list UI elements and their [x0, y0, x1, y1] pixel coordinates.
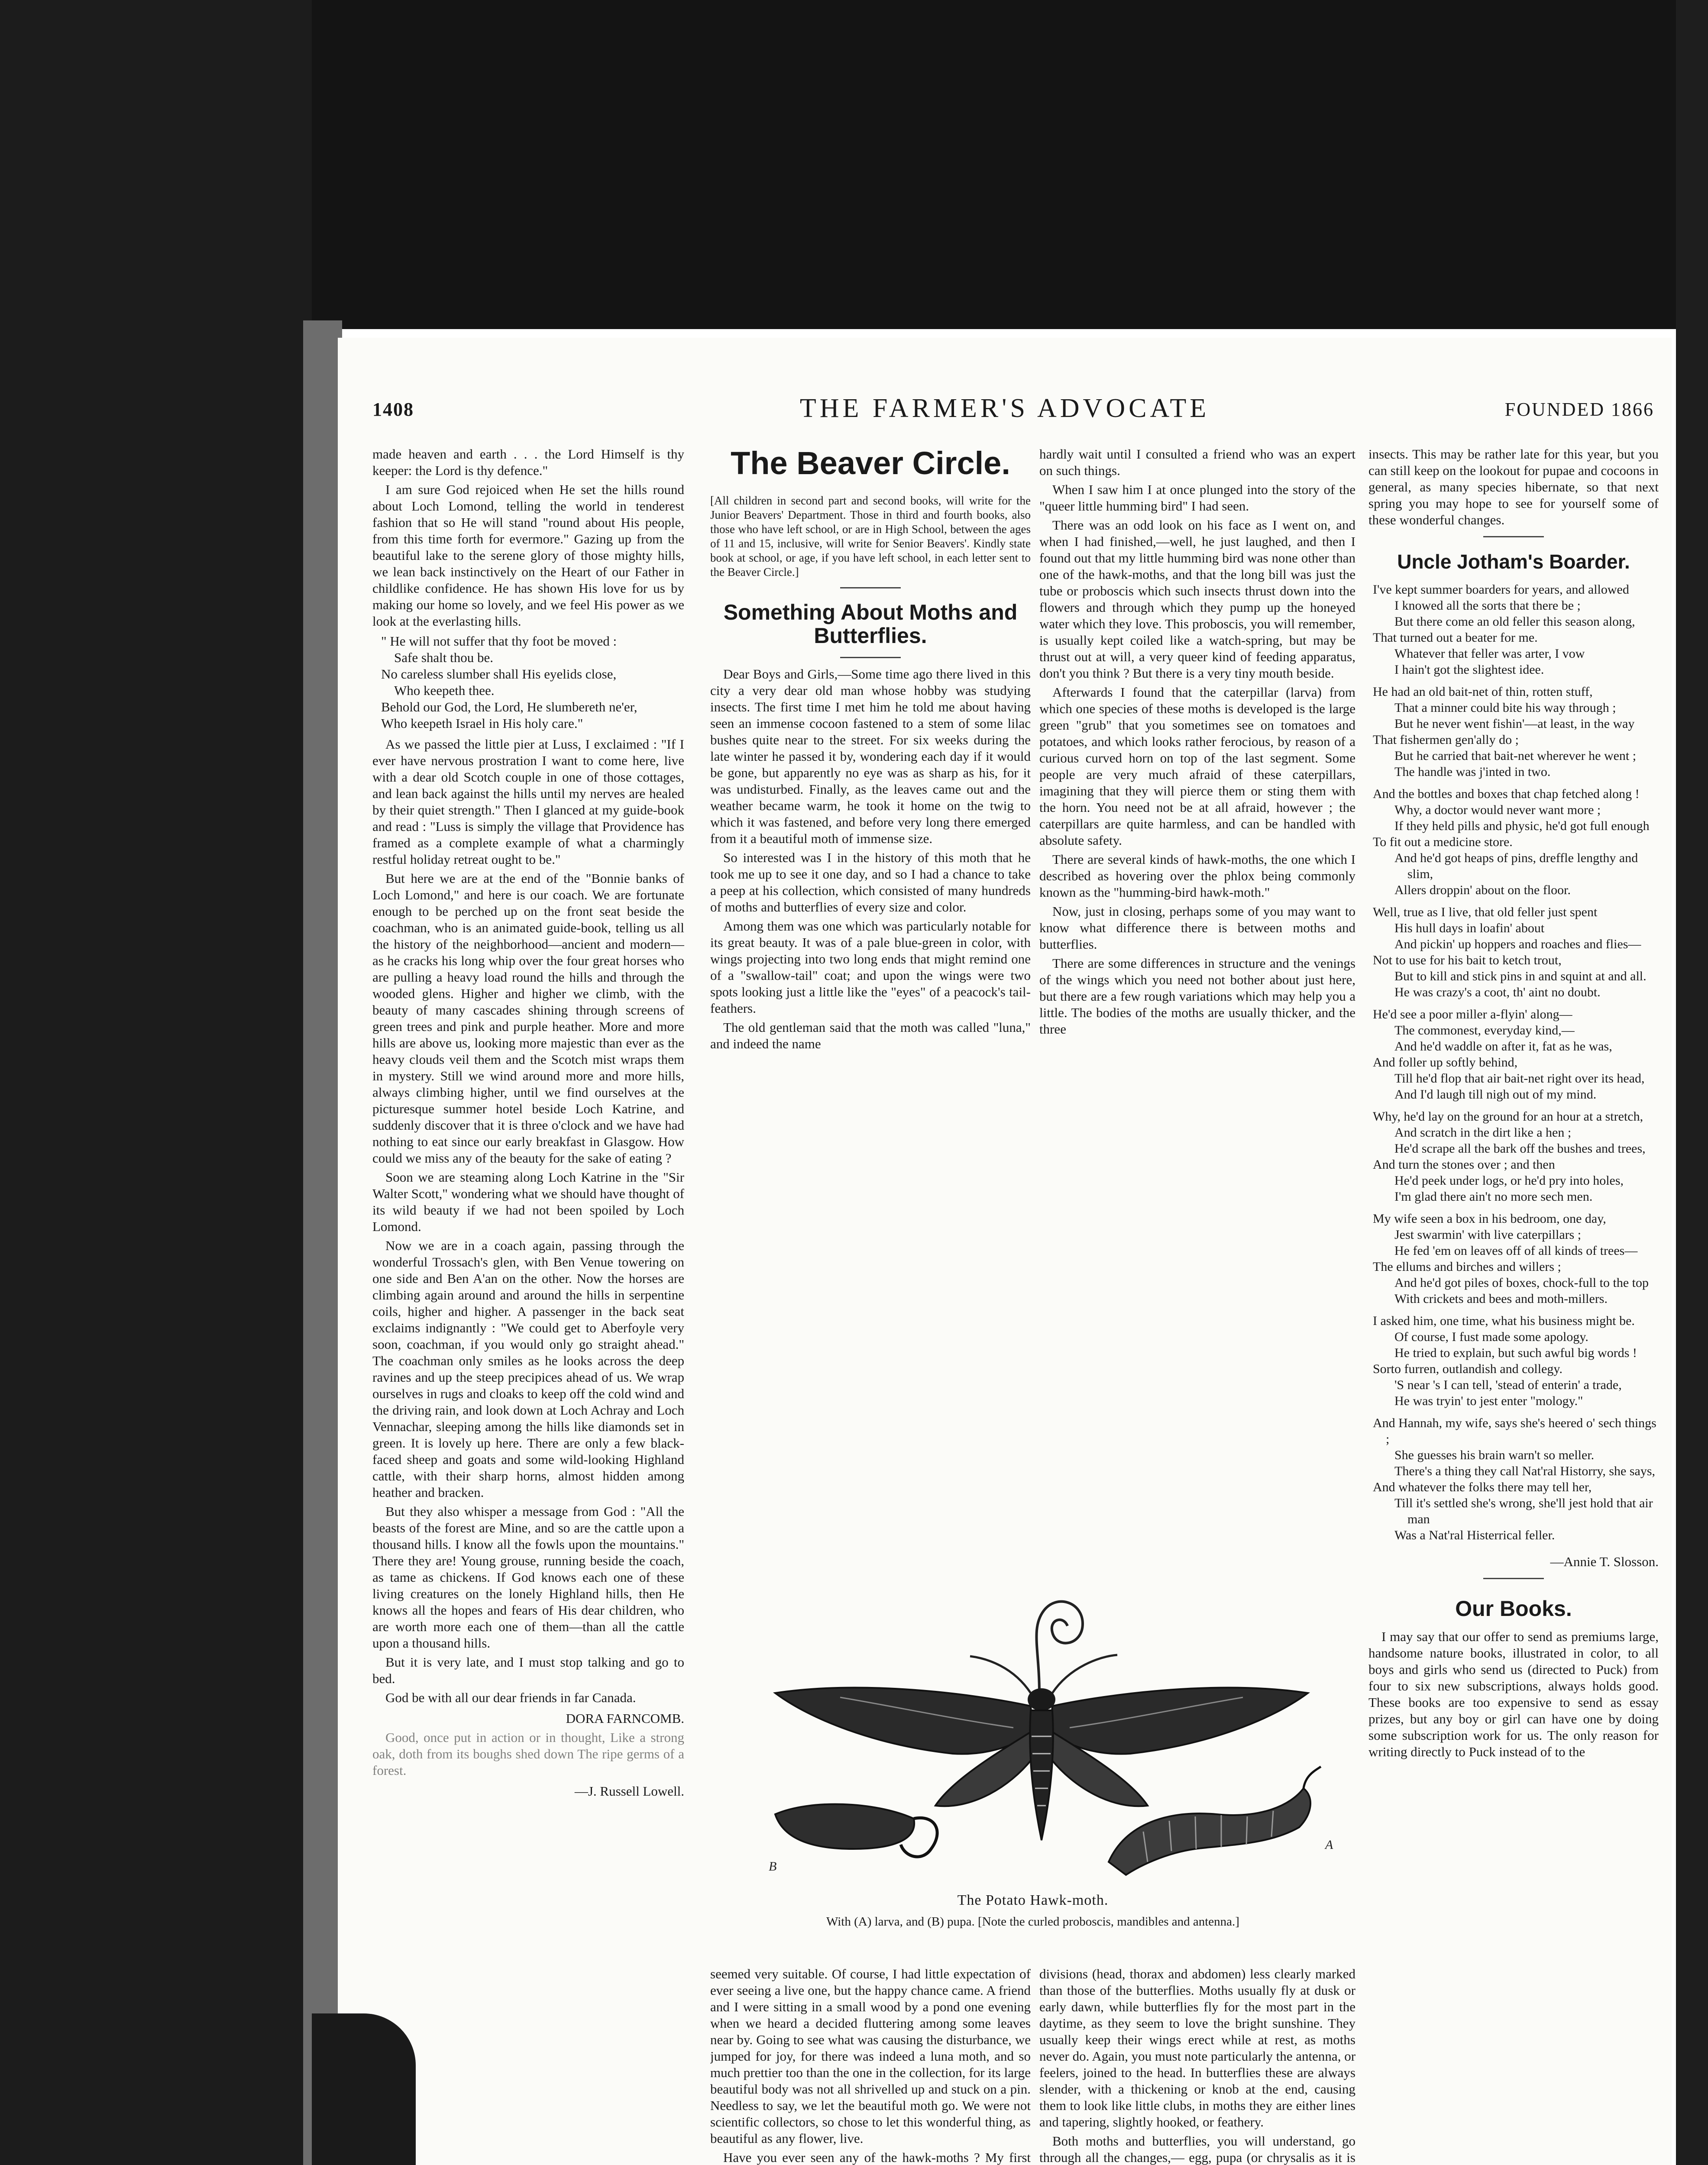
paragraph: There are several kinds of hawk-moths, the one which I described as hovering over the phlox being commonly known as the "humming-bird hawk-moth." [1039, 852, 1355, 900]
divider [840, 657, 901, 658]
poem-line: 'S near 's I can tell, 'stead of enterin' a trade, [1394, 1378, 1622, 1392]
poem-line: He'd peek under logs, or he'd pry into holes, [1394, 1173, 1624, 1188]
poem-line: And pickin' up hoppers and roaches and flies— [1394, 937, 1641, 951]
poem-body [1368, 582, 1659, 1549]
poem-line: She guesses his brain warn't so meller. [1394, 1448, 1595, 1462]
author-signature: DORA FARNCOMB. [566, 1711, 684, 1726]
stanza-gap [1368, 898, 1659, 904]
book-page-curl-shadow [312, 2013, 416, 2165]
poem-line: I hain't got the slightest idee. [1394, 662, 1544, 677]
poem-line: But he never went fishin'—at least, in the way [1394, 717, 1635, 731]
paragraph: But they also whisper a message from God : "All the beasts of the forest are Mine, and so are the cattle upon a thousand hills. I know all the fowls upon the mountains." There they are! Young grouse, running beside the coach, as tame as chickens. If God knows each one of these living creatures on the lonely Highland hills, then He knows all the hopes and fears of His dear children, who are worth more each one of them—than all the cattle upon a thousand hills. [372, 1504, 684, 1651]
paragraph: God be with all our dear friends in far Canada. [385, 1690, 636, 1705]
paragraph: seemed very suitable. Of course, I had little expectation of ever seeing a live one, but the happy chance came. A friend and I were sitting in a small wood by a pond one evening when we heard a decided fluttering among some leaves near by. Going to see what was causing the disturbance, we jumped for joy, for there was indeed a luna moth, and so much prettier too than the one in the collection, for its large beautiful body was not all shrivelled up and stuck on a pin. Needless to say, we let the beautiful moth go. We were not scientific collectors, so chose to let this wonderful thing, as beautiful as any flower, live. [710, 1966, 1031, 2146]
poem-line: If they held pills and physic, he'd got full enough [1394, 819, 1650, 833]
stanza-gap [1368, 780, 1659, 786]
paragraph: divisions (head, thorax and abdomen) less clearly marked than those of the butterflies. Moths usually fly at dusk or early dawn, while butterflies fly for the most part in the daytime, as they seem to love the bright sunshine. They usually keep their wings erect while at rest, as moths never do. Again, you must note particularly the antenna, or feelers, joined to the head. In butterflies these are always slender, with a thickening or knob at the end, causing them to look like little clubs, in moths they are either lines and tapering, slightly hooked, or feathery. [1039, 1966, 1355, 2129]
verse-line: Who keepeth Israel in His holy care." [381, 716, 583, 731]
poem-line: Jest swarmin' with live caterpillars ; [1394, 1228, 1582, 1242]
paragraph: Both moths and butterflies, you will understand, go through all the changes,— egg, pupa (or chrysalis as it is [1039, 2133, 1355, 2165]
poem-line: But he carried that bait-net wherever he went ; [1394, 749, 1637, 763]
forewing-left [775, 1688, 1033, 1754]
poem-line: And he'd waddle on after it, fat as he was, [1394, 1039, 1612, 1053]
moth-abdomen [1030, 1710, 1053, 1840]
figure-subcaption: With (A) larva, and (B) pupa. [Note the curled proboscis, mandibles and antenna.] [826, 1915, 1239, 1929]
poem-line: He was tryin' to jest enter "mology." [1394, 1394, 1583, 1408]
pupa-body [775, 1804, 914, 1849]
paragraph: Soon we are steaming along Loch Katrine in the "Sir Walter Scott," wondering what we should have thought of its wild beauty if we had not been spoiled by Loch Lomond. [372, 1170, 684, 1234]
verse-line: No careless slumber shall His eyelids close, [381, 666, 617, 682]
poem-line: Sorto furren, outlandish and collegy. [1373, 1362, 1562, 1376]
poem-line: Till he'd flop that air bait-net right over its head, [1394, 1071, 1645, 1086]
paragraph: So interested was I in the history of this moth that he took me up to see it one day, and so I had a chance to take a peep at his collection, which consisted of many hundreds of moths and butterflies of every size and color. [710, 850, 1031, 914]
poem-line: I've kept summer boarders for years, and allowed [1373, 582, 1629, 597]
forewing-right [1050, 1688, 1308, 1754]
poem-line: Of course, I fust made some apology. [1394, 1330, 1588, 1344]
larva-horn [1304, 1767, 1321, 1788]
paragraph: Afterwards I found that the caterpillar (larva) from which one species of these moths is developed is the large green "grub" that you sometimes see on tomatoes and potatoes, and which looks rather ferocious, by reason of a curious curved horn on top of the last segment. Some people are very much afraid of these caterpillars, imagining that they will pierce them or sting them with the horn. You need not be at all afraid, however ; the caterpillars are quite harmless, and can be handled with absolute safety. [1039, 685, 1355, 848]
poem-line: The ellums and birches and willers ; [1373, 1260, 1561, 1274]
poem-line: My wife seen a box in his bedroom, one day, [1373, 1212, 1606, 1226]
paragraph: made heaven and earth . . . the Lord Himself is thy keeper: the Lord is thy defence." [372, 446, 684, 478]
poem-line: He'd scrape all the bark off the bushes and trees, [1394, 1141, 1646, 1156]
paragraph: I may say that our offer to send as premiums large, handsome nature books, illustrated in color, to all boys and girls who send us (directed to Puck) from four to six new subscriptions, always holds good. These books are too expensive to send as essay prizes, but any boy or girl can have one by doing some subscription work for us. The only reason for writing directly to Puck instead of to the [1368, 1629, 1659, 1759]
quote-attribution: —J. Russell Lowell. [574, 1784, 684, 1799]
divider [1483, 1578, 1544, 1579]
page-stack-edge [303, 320, 342, 2165]
poem-line: The commonest, everyday kind,— [1394, 1023, 1575, 1037]
page-number: 1408 [372, 399, 414, 420]
poem-line: And I'd laugh till nigh out of my mind. [1394, 1087, 1597, 1102]
editor-notice: [All children in second part and second books, will write for the Junior Beavers' Department. Those in third and fourth books, also those who have left school, or are in High School, between the ages of 11 and 15, inclusive, will write for Senior Beavers'. Kindly state book at school, or age, if you have left school, in each letter sent to the Beaver Circle.] [710, 494, 1031, 578]
hawk-moth-engraving [710, 1563, 1355, 1888]
poem-line: Why, a doctor would never want more ; [1394, 803, 1601, 817]
column-3-continued [1039, 1966, 1355, 2165]
stanza-gap [1368, 1543, 1659, 1549]
poem-line: And he'd got piles of boxes, chock-full to the top [1394, 1276, 1649, 1290]
poem-line: Till it's settled she's wrong, she'll jest hold that air man [1394, 1496, 1653, 1526]
poem-line: He'd see a poor miller a-flyin' along— [1373, 1007, 1572, 1021]
poem-line: I asked him, one time, what his business might be. [1373, 1314, 1635, 1328]
poem-line: That a minner could bite his way through ; [1394, 701, 1616, 715]
paragraph: There was an odd look on his face as I went on, and when I had finished,—well, he just laughed, and then I found out that my little humming bird was none other than one of the hawk-moths, and that the long bill was just the tube or proboscis which such insects thrust down into the flowers and through which they pump up the honeyed water which they love. This proboscis, you will remember, is usually kept coiled like a watch-spring, but may be thrust out at will, a very queer kind of feeding apparatus, don't you think ? But there is a very tiny mouth beside. [1039, 517, 1355, 681]
column-2-beaver-circle [710, 446, 1031, 1554]
divider [1483, 536, 1544, 537]
divider [840, 587, 901, 588]
antenna-right [1052, 1655, 1117, 1693]
poem-line: I'm glad there ain't no more sech men. [1394, 1189, 1593, 1204]
poem-line: Why, he'd lay on the ground for an hour at a stretch, [1373, 1109, 1643, 1124]
article-title: Something About Moths and Butterflies. [723, 600, 1018, 648]
verse-line: Behold our God, the Lord, He slumbereth ne'er, [381, 699, 637, 714]
poem-line: The handle was j'inted in two. [1394, 765, 1551, 779]
poem-line: He tried to explain, but such awful big words ! [1394, 1346, 1637, 1360]
verse-line: " He will not suffer that thy foot be moved : [381, 633, 617, 649]
poem-line: Was a Nat'ral Histerrical feller. [1394, 1528, 1555, 1542]
antenna-left [970, 1656, 1031, 1693]
poem-line: But to kill and stick pins in and squint at and all. [1394, 969, 1647, 983]
scanner-background-left [0, 0, 312, 2165]
poem-line: But there come an old feller this season along, [1394, 614, 1635, 629]
section-title: Our Books. [1455, 1596, 1572, 1621]
closing-quote: Good, once put in action or in thought, Like a strong oak, doth from its boughs shed down The ripe germs of a forest. [372, 1730, 684, 1778]
paragraph: As we passed the little pier at Luss, I exclaimed : "If I ever have nervous prostration I want to come here, live with a dear old Scotch couple in one of those cottages, and lean back against the hills until my nerves are healed by their quiet strength." Then I glanced at my guide-book and read : "Luss is simply the village that Providence has framed as a complete example of what a charmingly restful holiday retreat ought to be." [372, 737, 684, 867]
poem-line: And he'd got heaps of pins, dreffle lengthy and slim, [1394, 851, 1638, 881]
stanza-gap [1368, 1205, 1659, 1211]
label-b: B [769, 1859, 777, 1874]
poem-line: I knowed all the sorts that there be ; [1394, 598, 1581, 613]
poem-line: And scratch in the dirt like a hen ; [1394, 1125, 1572, 1140]
poem-line: With crickets and bees and moth-millers. [1394, 1292, 1608, 1306]
paragraph: Dear Boys and Girls,—Some time ago there lived in this city a very dear old man whose hobby was studying insects. The first time I met him he told me about having seen an immense cocoon fastened to a stem of some lilac bushes quite near to the street. For six weeks during the late winter he passed it by, wondering each day if it would be gone, but apparently no eye was as sharp as his, for it was undisturbed. Finally, as the leaves came out and the weather became warm, he took it home on the twig to which it was fastened, and before very long there emerged from it a beautiful moth of immense size. [710, 666, 1031, 846]
stanza-gap [1368, 1307, 1659, 1313]
verse-line: Who keepeth thee. [394, 683, 495, 698]
poem-line: And turn the stones over ; and then [1373, 1157, 1555, 1172]
paragraph: The old gentleman said that the moth was called "luna," and indeed the name [710, 1020, 1031, 1051]
poem-line: That turned out a beater for me. [1373, 630, 1538, 645]
paragraph: Among them was one which was particularly notable for its great beauty. It was of a pale blue-green in color, with wings projecting into two long ends that might remind one of a "swallow-tail" coat; and upon the wings were two spots looking just a little like the "eyes" of a peacock's tail-feathers. [710, 918, 1031, 1016]
stanza-gap [1368, 1409, 1659, 1415]
poem-line: His hull days in loafin' about [1394, 921, 1545, 935]
paragraph: Now, just in closing, perhaps some of you may want to know what difference there is between moths and butterflies. [1039, 904, 1355, 952]
column-4-jotham-and-books [1368, 446, 1659, 2165]
figure-caption: The Potato Hawk-moth. [957, 1892, 1109, 1908]
moth-head [1028, 1688, 1055, 1711]
paragraph: But it is very late, and I must stop talking and go to bed. [372, 1654, 684, 1686]
verse-line: Safe shalt thou be. [394, 650, 494, 665]
paragraph: hardly wait until I consulted a friend who was an expert on such things. [1039, 446, 1355, 478]
poem-line: He fed 'em on leaves off of all kinds of trees— [1394, 1244, 1638, 1258]
poem-line: Whatever that feller was arter, I vow [1394, 646, 1585, 661]
paragraph: I am sure God rejoiced when He set the hills round about Loch Lomond, telling the world in tenderest fashion that so He will stand "round about His people, from this time forth for evermore." Gazing up from the beautiful lake to the serene glory of those mighty hills, we lean back instinctively on the Heart of our Father in childlike confidence. He has shown His love for us by making our home so lovely, and we feel His power as we look at the everlasting hills. [372, 482, 684, 629]
paragraph: Now we are in a coach again, passing through the wonderful Trossach's glen, with Ben Venue towering on one side and Ben A'an on the other. Now the horses are climbing again around and around the hills in serpentine coils, higher and higher. A passenger in the back seat exclaims indignantly : "We could get to Aberfoyle very soon, coachman, if you would only go straight ahead." The coachman only smiles as he looks across the deep ravines and up the steep precipices ahead of us. We wrap ourselves in rugs and cloaks to keep off the cold wind and the driving rain, and look down at Loch Achray and Loch Vennachar, sleeping among the hills like diamonds set in green. It is lovely up here. There are only a few black-faced sheep and goats and some wild-looking Highland cattle, with their sharp horns, almost hidden among heather and bracken. [372, 1238, 684, 1500]
poem-title: Uncle Jotham's Boarder. [1397, 550, 1630, 573]
scanner-background-right [1676, 0, 1708, 2165]
poem-line: And foller up softly behind, [1373, 1055, 1518, 1070]
poem-line: Allers droppin' about on the floor. [1394, 883, 1571, 897]
column-1-quiet-hour [372, 446, 684, 2165]
poem-line: And whatever the folks there may tell her, [1373, 1480, 1592, 1494]
hymn-verse [377, 633, 684, 732]
section-title: The Beaver Circle. [731, 446, 1010, 481]
newspaper-page [338, 338, 1672, 2165]
stanza-gap [1368, 1102, 1659, 1108]
poem-line: To fit out a medicine store. [1373, 835, 1513, 849]
paragraph: insects. This may be rather late for this year, but you can still keep on the lookout for pupae and cocoons in general, as many species hibernate, so that next spring you may hope to see for yourself some of these wonderful changes. [1368, 446, 1659, 527]
poem-line: And Hannah, my wife, says she's heered o' sech things ; [1373, 1416, 1656, 1446]
paragraph: Have you ever seen any of the hawk-moths ? My first [723, 2150, 1031, 2165]
stanza-gap [1368, 1000, 1659, 1006]
poem-line: There's a thing they call Nat'ral Historry, she says, [1394, 1464, 1656, 1478]
poem-line: That fishermen gen'ally do ; [1373, 733, 1519, 747]
poem-line: And the bottles and boxes that chap fetched along ! [1373, 787, 1640, 801]
column-3-moths-continued [1039, 446, 1355, 1554]
poem-line: Well, true as I live, that old feller just spent [1373, 905, 1598, 919]
hawk-moth-illustration [710, 1563, 1355, 1953]
masthead: THE FARMER'S ADVOCATE [799, 394, 1210, 423]
stanza-gap [1368, 678, 1659, 684]
paragraph: But here we are at the end of the "Bonnie banks of Loch Lomond," and here is our coach. We are fortunate enough to be perched up on the front seat beside the coachman, who is an animated guide-book, telling us all the history of the neighborhood—ancient and modern—as he cracks his long whip over the four great horses who are pulling a heavy load round the hills and through the wooded glens. Higher and higher we climb, with the beauty of many cascades shining through screens of green trees and pink and purple heather. More and more hills are above us, looking more majestic than ever as the heavy clouds veil them and the Scotch mist wraps them in mystery. Still we wind around more and more hills, always climbing higher, until we find ourselves at the picturesque summer hotel beside Loch Katrine, and suddenly discover that it is three o'clock and we have had nothing to eat since our early breakfast in Glasgow. How could we miss any of the beauty for the sake of eating ? [372, 871, 684, 1166]
poem-line: He was crazy's a coot, th' aint no doubt. [1394, 985, 1601, 999]
proboscis-curl [1036, 1602, 1083, 1693]
paragraph: When I saw him I at once plunged into the story of the "queer little humming bird" I had seen. [1039, 482, 1355, 514]
poem-line: He had an old bait-net of thin, rotten stuff, [1373, 685, 1593, 699]
founded-line: FOUNDED 1866 [1504, 399, 1654, 420]
poem-line: Not to use for his bait to ketch trout, [1373, 953, 1562, 967]
column-2-continued [710, 1966, 1031, 2165]
paragraph: There are some differences in structure and the venings of the wings which you need not bother about just here, but there are a few rough variations which may help you a little. The bodies of the moths are usually thicker, and the three [1039, 956, 1355, 1037]
label-a: A [1325, 1838, 1333, 1852]
poem-attribution: —Annie T. Slosson. [1550, 1554, 1659, 1569]
